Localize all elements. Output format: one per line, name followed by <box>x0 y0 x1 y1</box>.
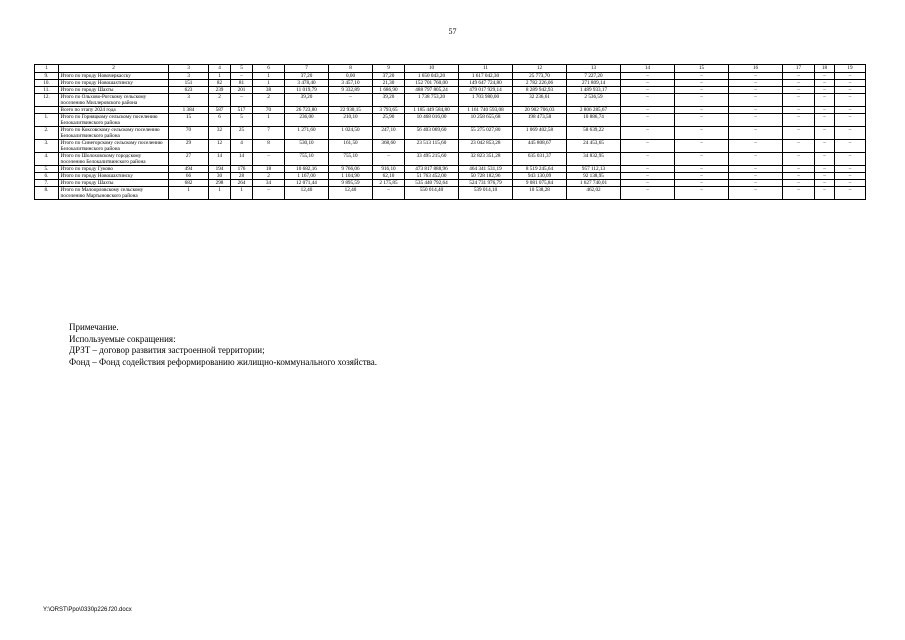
table-cell: 18 <box>253 166 285 173</box>
table-cell: 39,20 <box>373 94 405 107</box>
table-cell: – <box>815 173 835 180</box>
table-row <box>35 180 866 187</box>
table-cell: – <box>621 173 675 180</box>
table-cell: – <box>729 173 783 180</box>
table-cell: 10 538,28 <box>513 187 567 200</box>
table-cell: – <box>835 140 866 153</box>
table-cell: – <box>675 127 729 140</box>
table-cell: 1 738 753,20 <box>405 94 459 107</box>
table-cell: – <box>815 80 835 87</box>
table-cell: 12,40 <box>329 187 373 200</box>
table-cell: 2 <box>253 94 285 107</box>
table-cell: 5 <box>231 114 253 127</box>
table-cell: 8 519 245,64 <box>513 166 567 173</box>
table-cell: 70 <box>169 127 209 140</box>
table-row <box>35 80 866 87</box>
table-cell: – <box>815 140 835 153</box>
table-cell: 9. <box>35 73 59 80</box>
table-cell: – <box>231 94 253 107</box>
table-cell: – <box>675 73 729 80</box>
table-header-cell: 4 <box>209 65 231 73</box>
table-cell: – <box>729 127 783 140</box>
table-cell: – <box>835 153 866 166</box>
table-cell: 50 728 182,96 <box>459 173 513 180</box>
table-cell: – <box>675 87 729 94</box>
table-cell: – <box>621 94 675 107</box>
table-cell: 10 682,16 <box>285 166 329 173</box>
table-cell: – <box>835 166 866 173</box>
table-cell: – <box>729 153 783 166</box>
table-cell: 56 403 069,60 <box>405 127 459 140</box>
table-cell: Итого по Синегорскому сельскому поселению Белокалитвинского района <box>59 140 169 153</box>
table-cell: 92 138,95 <box>567 173 621 180</box>
table-cell: 161,50 <box>329 140 373 153</box>
table-cell: Итого по Малоорловскому сельскому поселению Мартыновского района <box>59 187 169 200</box>
table-cell: 1 703 980,00 <box>459 94 513 107</box>
table-cell: – <box>835 94 866 107</box>
table-cell: 3. <box>35 140 59 153</box>
table-cell: – <box>783 80 815 87</box>
table-cell: 11. <box>35 87 59 94</box>
table-cell: 51 763 452,00 <box>405 173 459 180</box>
table-cell: 34 <box>253 180 285 187</box>
table-cell: 517 <box>231 107 253 114</box>
table-cell: 15 <box>169 114 209 127</box>
table-cell: 10 468 016,00 <box>405 114 459 127</box>
table-cell: – <box>835 173 866 180</box>
table-cell: – <box>329 94 373 107</box>
table-header-cell: 11 <box>459 65 513 73</box>
table-cell: 1 <box>209 187 231 200</box>
notes-item: ДРЗТ – договор развития застроенной территории; <box>69 345 265 355</box>
table-cell: 12 071,44 <box>285 180 329 187</box>
table-cell: – <box>783 166 815 173</box>
table-header-cell: 1 <box>35 65 59 73</box>
table-cell: 6. <box>35 173 59 180</box>
table-row <box>35 87 866 94</box>
table-cell: – <box>621 166 675 173</box>
table-cell: – <box>783 127 815 140</box>
table-header-row <box>35 65 866 73</box>
table-cell: 247,10 <box>373 127 405 140</box>
table-cell: – <box>835 107 866 114</box>
table-cell: 37,20 <box>285 73 329 80</box>
table-cell: – <box>815 114 835 127</box>
table-cell: 176 <box>231 166 253 173</box>
table-cell: – <box>675 166 729 173</box>
table-cell: – <box>621 73 675 80</box>
table-cell: 473 817 888,96 <box>405 166 459 173</box>
table-cell: – <box>675 107 729 114</box>
table-cell: 28 <box>231 173 253 180</box>
table-header-cell: 3 <box>169 65 209 73</box>
table-cell: – <box>675 94 729 107</box>
notes-abbrev-header: Используемые сокращения: <box>69 333 176 344</box>
table-cell: – <box>253 153 285 166</box>
table-cell: 10 258 655,68 <box>459 114 513 127</box>
table-cell: 12. <box>35 94 59 107</box>
table-row <box>35 127 866 140</box>
table-cell: – <box>675 153 729 166</box>
table-cell: 1 <box>209 73 231 80</box>
table-cell: – <box>675 114 729 127</box>
table-cell: 1 024,50 <box>329 127 373 140</box>
table-cell: 535 440 792,64 <box>405 180 459 187</box>
table-cell: – <box>675 187 729 200</box>
table-row <box>35 166 866 173</box>
table-row <box>35 140 866 153</box>
table-cell: 25 773,70 <box>513 73 567 80</box>
table-cell: 2 175,85 <box>373 180 405 187</box>
table-cell: 530,10 <box>285 140 329 153</box>
table-cell: – <box>729 107 783 114</box>
table-cell: – <box>815 87 835 94</box>
table-cell: 1 069 402,58 <box>513 127 567 140</box>
table-cell: – <box>253 187 285 200</box>
table-cell: 755,10 <box>285 153 329 166</box>
table-cell: 2 <box>209 94 231 107</box>
table-cell: 488 797 805,24 <box>405 87 459 94</box>
table-cell: 33 495 215,60 <box>405 153 459 166</box>
table-cell: – <box>621 187 675 200</box>
table-cell: – <box>373 187 405 200</box>
table-cell: 445 808,67 <box>513 140 567 153</box>
table-cell: Итого по Шолоховскому городскому поселению Белокалитвинского района <box>59 153 169 166</box>
table-cell: – <box>621 87 675 94</box>
table-header-cell: 7 <box>285 65 329 73</box>
table-cell: 4 <box>231 140 253 153</box>
table-header-cell: 9 <box>373 65 405 73</box>
table-cell: 1 489 933,17 <box>567 87 621 94</box>
table-cell: – <box>621 180 675 187</box>
table-cell: 29 <box>169 140 209 153</box>
table-cell: 9 766,06 <box>329 166 373 173</box>
table-header-cell: 2 <box>59 65 169 73</box>
table-cell: 10. <box>35 80 59 87</box>
table-cell: 239 <box>209 87 231 94</box>
table-cell: 943 130,09 <box>513 173 567 180</box>
table-row <box>35 107 866 114</box>
table-cell: – <box>815 166 835 173</box>
table-cell: Итого по Коксовскому сельскому поселению Белокалитвинского района <box>59 127 169 140</box>
table-cell: 12,40 <box>285 187 329 200</box>
table-cell: 682 <box>169 180 209 187</box>
data-table-container <box>34 64 865 200</box>
table-cell: 5. <box>35 166 59 173</box>
table-cell: 3 457,10 <box>329 80 373 87</box>
table-cell: 1 271,60 <box>285 127 329 140</box>
table-cell: – <box>783 107 815 114</box>
table-cell: – <box>815 127 835 140</box>
table-cell: – <box>675 180 729 187</box>
table-cell: – <box>835 114 866 127</box>
table-cell: – <box>835 180 866 187</box>
table-cell: 25 <box>231 127 253 140</box>
table-header-cell: 16 <box>729 65 783 73</box>
table-row <box>35 73 866 80</box>
table-cell: – <box>231 73 253 80</box>
table-header-cell: 13 <box>567 65 621 73</box>
table-cell: 2 782 226,06 <box>513 80 567 87</box>
table-cell: 464 341 531,19 <box>459 166 513 173</box>
table-cell: 462,02 <box>567 187 621 200</box>
table-cell: 34 832,95 <box>567 153 621 166</box>
table-cell: Итого по городу Новошахтинску <box>59 173 169 180</box>
table-cell: 264 <box>231 180 253 187</box>
table-cell: 55 275 027,80 <box>459 127 513 140</box>
table-cell: 1 167,00 <box>285 173 329 180</box>
table-cell: 7. <box>35 180 59 187</box>
table-cell: 6 <box>209 114 231 127</box>
footer-file-path: Y:\ORST\Ppo\0330p226.f20.docx <box>43 607 132 613</box>
table-cell: – <box>675 80 729 87</box>
table-cell: 9 081 075,84 <box>513 180 567 187</box>
table-cell: 14 <box>209 153 231 166</box>
table-cell: 81 <box>231 80 253 87</box>
table-cell: Итого по Горняцкому сельскому поселению Белокалитвинского района <box>59 114 169 127</box>
table-cell: 2. <box>35 127 59 140</box>
table-cell: 1 627 740,01 <box>567 180 621 187</box>
table-cell: 1 384 <box>169 107 209 114</box>
table-cell: Итого по городу Гуково <box>59 166 169 173</box>
table-cell: – <box>373 153 405 166</box>
table-cell: 30 <box>209 173 231 180</box>
table-cell: 210,10 <box>329 114 373 127</box>
table-cell: 623 <box>169 87 209 94</box>
table-header-cell: 18 <box>815 65 835 73</box>
table-header-cell: 14 <box>621 65 675 73</box>
table-cell: 20 902 706,03 <box>513 107 567 114</box>
table-header-cell: 15 <box>675 65 729 73</box>
table-cell: – <box>815 180 835 187</box>
table-cell: 21,30 <box>373 80 405 87</box>
table-cell: – <box>729 73 783 80</box>
table-cell: – <box>621 80 675 87</box>
table-cell: 1 650 043,20 <box>405 73 459 80</box>
table-header-cell: 8 <box>329 65 373 73</box>
table-cell: 11 019,79 <box>285 87 329 94</box>
table-cell: – <box>729 180 783 187</box>
table-cell: 3 793,65 <box>373 107 405 114</box>
table-cell: 152 701 760,00 <box>405 80 459 87</box>
table-cell: 26 723,80 <box>285 107 329 114</box>
table-cell: 0,00 <box>329 73 373 80</box>
table-cell: 916,10 <box>373 166 405 173</box>
table-cell: – <box>729 140 783 153</box>
table-cell: – <box>815 187 835 200</box>
table-cell: – <box>675 173 729 180</box>
table-row <box>35 114 866 127</box>
table-cell: 149 647 724,80 <box>459 80 513 87</box>
table-cell: 587 <box>209 107 231 114</box>
table-cell: – <box>783 87 815 94</box>
table-cell: – <box>729 94 783 107</box>
table-cell: 1 686,90 <box>373 87 405 94</box>
table-cell: 271 809,14 <box>567 80 621 87</box>
table-cell: 10 886,74 <box>567 114 621 127</box>
table-cell: 2 <box>253 173 285 180</box>
table-cell: – <box>835 80 866 87</box>
table-cell: 3 478,40 <box>285 80 329 87</box>
table-cell: 298 <box>209 180 231 187</box>
page-number: 57 <box>448 27 457 36</box>
table-cell: 8 <box>253 140 285 153</box>
table-cell: 32 236,61 <box>513 94 567 107</box>
table-cell: 755,10 <box>329 153 373 166</box>
table-cell: – <box>783 187 815 200</box>
table-cell: 24 453,65 <box>567 140 621 153</box>
data-table <box>34 64 866 200</box>
table-row <box>35 187 866 200</box>
table-cell: – <box>815 73 835 80</box>
table-cell: 39,20 <box>285 94 329 107</box>
table-cell: – <box>783 180 815 187</box>
table-row <box>35 94 866 107</box>
table-cell: – <box>675 140 729 153</box>
table-cell: – <box>815 153 835 166</box>
table-cell: Итого по городу Шахты <box>59 180 169 187</box>
table-cell: 27 <box>169 153 209 166</box>
table-cell: 25,90 <box>373 114 405 127</box>
table-row <box>35 153 866 166</box>
table-cell: – <box>835 127 866 140</box>
table-cell: 2 536,59 <box>567 94 621 107</box>
table-cell: 1 617 042,30 <box>459 73 513 80</box>
table-cell: 550 014,40 <box>405 187 459 200</box>
table-cell: 1 161 740 593,08 <box>459 107 513 114</box>
table-cell: Всего по этапу 2024 года <box>59 107 169 114</box>
table-cell: – <box>783 114 815 127</box>
table-cell: 58 639,22 <box>567 127 621 140</box>
table-cell: Итого по городу Новочеркасску <box>59 73 169 80</box>
table-header-cell: 17 <box>783 65 815 73</box>
table-cell: – <box>621 107 675 114</box>
table-cell: 524 731 976,79 <box>459 180 513 187</box>
table-cell: – <box>783 94 815 107</box>
table-cell: – <box>729 87 783 94</box>
table-cell: 66 <box>169 173 209 180</box>
table-cell: 479 017 929,14 <box>459 87 513 94</box>
table-cell: – <box>621 114 675 127</box>
table-cell: 14 <box>231 153 253 166</box>
notes-block <box>69 322 377 368</box>
table-cell: 23 513 115,60 <box>405 140 459 153</box>
table-cell: 368,60 <box>373 140 405 153</box>
table-cell: – <box>729 166 783 173</box>
table-cell: 7 227,20 <box>567 73 621 80</box>
table-cell: 9 332,89 <box>329 87 373 94</box>
table-cell: 494 <box>169 166 209 173</box>
table-cell: 38 <box>253 87 285 94</box>
table-cell: 1 <box>253 73 285 80</box>
table-cell: 151 <box>169 80 209 87</box>
table-cell: 236,00 <box>285 114 329 127</box>
table-cell: 23 042 853,28 <box>459 140 513 153</box>
table-cell: 539 014,10 <box>459 187 513 200</box>
table-cell: – <box>835 73 866 80</box>
table-cell: 62,10 <box>373 173 405 180</box>
table-cell: 2 806 285,67 <box>567 107 621 114</box>
table-cell: – <box>621 153 675 166</box>
table-cell: 957 112,13 <box>567 166 621 173</box>
table-cell: 635 031,37 <box>513 153 567 166</box>
table-cell: 1 <box>169 187 209 200</box>
table-cell: – <box>835 87 866 94</box>
table-cell: – <box>729 114 783 127</box>
table-cell: Итого по Ольхово-Рогскому сельскому поселению Миллеровского района <box>59 94 169 107</box>
table-cell: – <box>783 73 815 80</box>
table-cell: 3 <box>169 73 209 80</box>
table-header-cell: 10 <box>405 65 459 73</box>
table-cell: – <box>783 153 815 166</box>
table-header-cell: 6 <box>253 65 285 73</box>
table-cell: 8. <box>35 187 59 200</box>
table-cell: – <box>621 127 675 140</box>
table-cell: 82 <box>209 80 231 87</box>
notes-title: Примечание. <box>69 322 119 332</box>
notes-item: Фонд – Фонд содействия реформированию жилищно-коммунального хозяйства. <box>69 356 378 367</box>
table-cell: – <box>621 140 675 153</box>
table-cell: 8 289 942,93 <box>513 87 567 94</box>
table-cell: 3 <box>169 94 209 107</box>
table-cell: 1. <box>35 114 59 127</box>
table-row <box>35 173 866 180</box>
table-cell: 1 185 449 584,80 <box>405 107 459 114</box>
table-cell: – <box>783 140 815 153</box>
table-cell: – <box>729 187 783 200</box>
table-cell: 37,20 <box>373 73 405 80</box>
table-cell: 1 <box>253 80 285 87</box>
table-cell: 32 <box>209 127 231 140</box>
table-header-cell: 19 <box>835 65 866 73</box>
table-cell: – <box>729 80 783 87</box>
table-cell: 1 104,90 <box>329 173 373 180</box>
table-cell: – <box>815 107 835 114</box>
table-cell: Итого по городу Новошахтинску <box>59 80 169 87</box>
table-cell: – <box>835 187 866 200</box>
table-cell: – <box>815 94 835 107</box>
table-header-cell: 12 <box>513 65 567 73</box>
table-cell: 4. <box>35 153 59 166</box>
table-cell: 9 895,59 <box>329 180 373 187</box>
table-cell: 1 <box>231 187 253 200</box>
table-cell: 32 823 351,28 <box>459 153 513 166</box>
table-cell: 198 473,58 <box>513 114 567 127</box>
table-cell: 194 <box>209 166 231 173</box>
table-cell: – <box>783 173 815 180</box>
table-cell: 1 <box>253 114 285 127</box>
table-cell <box>35 107 59 114</box>
table-cell: 70 <box>253 107 285 114</box>
table-cell: 12 <box>209 140 231 153</box>
table-cell: Итого по городу Шахты <box>59 87 169 94</box>
table-header-cell: 5 <box>231 65 253 73</box>
table-cell: 7 <box>253 127 285 140</box>
table-cell: 22 930,15 <box>329 107 373 114</box>
table-cell: 201 <box>231 87 253 94</box>
